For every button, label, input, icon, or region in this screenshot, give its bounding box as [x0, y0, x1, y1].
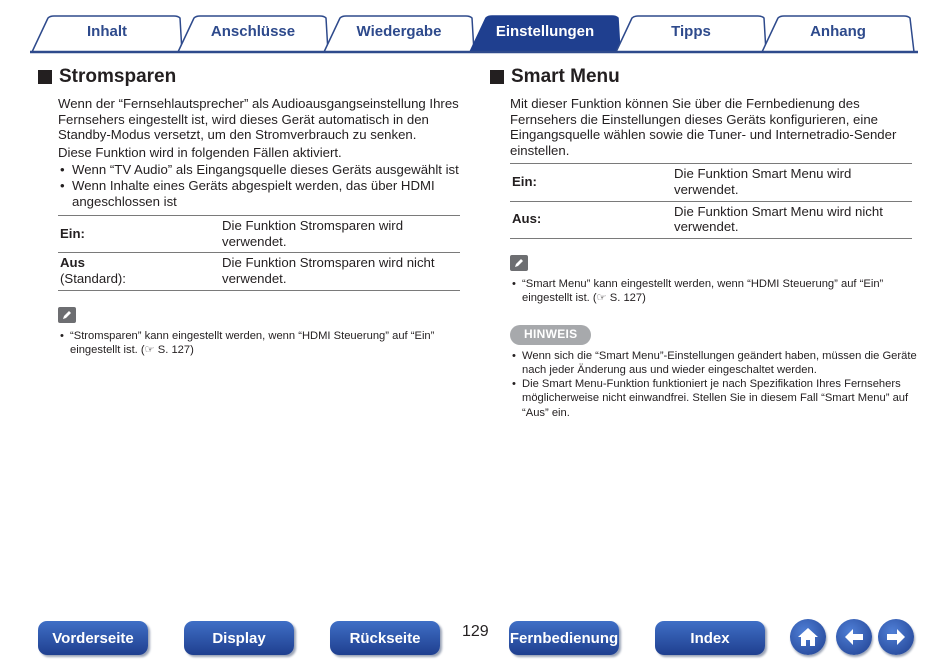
section-title: Smart Menu — [511, 66, 620, 87]
option-key-line2: (Standard): — [60, 270, 126, 286]
option-desc: Die Funktion Smart Menu wird verwendet. — [672, 164, 912, 201]
chapter-tabs — [30, 14, 918, 54]
list-item: • “Stromsparen” kann eingestellt werden, wenn “HDMI Steuerung” auf “Ein” eingestellt ist. (☞ S. 127) — [58, 329, 468, 357]
condition-list — [58, 162, 468, 209]
section-body — [510, 96, 920, 420]
page-reference-link[interactable]: S. 127 — [609, 291, 643, 304]
hinweis-badge: HINWEIS — [510, 325, 591, 345]
tab-inhalt[interactable]: Inhalt — [87, 23, 127, 40]
reference-hand-icon: ☞ — [596, 291, 607, 304]
table-row — [510, 201, 912, 238]
tab-wiedergabe[interactable]: Wiedergabe — [356, 23, 442, 40]
intro-text: Mit dieser Funktion können Sie über die Fernbedienung des Fernsehers die Einstellungen dieses Geräts konfigurieren, eine Eingangsquelle wählen sowie die Tuner- und Internetradio-Sender einstellen. — [510, 96, 897, 158]
smart-menu-section — [490, 66, 920, 420]
note-block — [510, 277, 920, 305]
note-text: “Stromsparen” kann eingestellt werden, wenn “HDMI Steuerung” auf “Ein” eingestellt ist. — [70, 329, 435, 356]
options-table — [58, 215, 460, 290]
display-button[interactable]: Display — [184, 621, 294, 655]
section-body — [58, 96, 468, 357]
list-item: • “Smart Menu” kann eingestellt werden, wenn “HDMI Steuerung” auf “Ein” eingestellt ist. (☞ S. 127) — [510, 277, 920, 305]
tab-einstellungen[interactable]: Einstellungen — [495, 23, 595, 40]
arrow-left-icon[interactable] — [836, 619, 872, 655]
home-icon[interactable] — [790, 619, 826, 655]
table-row — [58, 216, 460, 253]
option-key: Ein: — [510, 164, 672, 201]
hinweis-block — [510, 349, 920, 420]
section-title: Stromsparen — [59, 66, 177, 87]
remote-control-button[interactable]: Fernbedienung — [509, 621, 619, 655]
intro-text-2: Diese Funktion wird in folgenden Fällen aktiviert. — [58, 144, 342, 160]
option-desc: Die Funktion Stromsparen wird nicht verwendet. — [220, 253, 460, 290]
option-key: Ein: — [58, 216, 220, 253]
option-desc: Die Funktion Stromsparen wird verwendet. — [220, 216, 460, 253]
option-key-line1: Aus — [60, 255, 85, 271]
note-pencil-icon — [510, 255, 528, 271]
tab-tipps[interactable]: Tipps — [671, 23, 711, 40]
note-block — [58, 329, 468, 357]
intro-text: Wenn der “Fernsehlautsprecher” als Audioausgangseinstellung Ihres Fernsehers eingestellt ist, wird dieses Gerät automatisch in den Standby-Modus versetzt, um den Stromverbrauch zu senken. — [58, 96, 459, 143]
arrow-right-icon[interactable] — [878, 619, 914, 655]
section-heading — [490, 66, 920, 88]
reference-hand-icon: ☞ — [144, 343, 155, 356]
note-pencil-icon — [58, 307, 76, 323]
option-desc: Die Funktion Smart Menu wird nicht verwendet. — [672, 201, 912, 238]
tab-anhang[interactable]: Anhang — [810, 23, 866, 40]
stromsparen-section — [38, 66, 468, 357]
section-heading — [38, 66, 468, 88]
options-table — [510, 163, 912, 238]
rear-panel-button[interactable]: Rückseite — [330, 621, 440, 655]
option-key: Aus: — [510, 201, 672, 238]
note-text: “Smart Menu” kann eingestellt werden, wenn “HDMI Steuerung” auf “Ein” eingestellt ist. — [522, 277, 884, 304]
page-number: 129 — [462, 623, 489, 640]
list-item: • Die Smart Menu-Funktion funktioniert je nach Spezifikation Ihres Fernsehers möglicherweise nicht einwandfrei. Stellen Sie in diesem Fall “Smart Menu” auf “Aus” ein. — [510, 377, 920, 420]
table-row — [510, 164, 912, 201]
list-item: • Wenn “TV Audio” als Eingangsquelle dieses Geräts ausgewählt ist — [58, 162, 468, 178]
tab-anschluesse[interactable]: Anschlüsse — [210, 23, 296, 40]
list-item: • Wenn Inhalte eines Geräts abgespielt werden, das über HDMI angeschlossen ist — [58, 178, 468, 209]
heading-square-icon — [38, 70, 52, 84]
page-reference-link[interactable]: S. 127 — [157, 343, 191, 356]
table-row — [58, 253, 460, 290]
list-item: • Wenn sich die “Smart Menu”-Einstellungen geändert haben, müssen die Geräte nach jeder Änderung aus und wieder eingeschaltet werden. — [510, 349, 920, 377]
front-panel-button[interactable]: Vorderseite — [38, 621, 148, 655]
heading-square-icon — [490, 70, 504, 84]
index-button[interactable]: Index — [655, 621, 765, 655]
option-key — [58, 253, 220, 290]
